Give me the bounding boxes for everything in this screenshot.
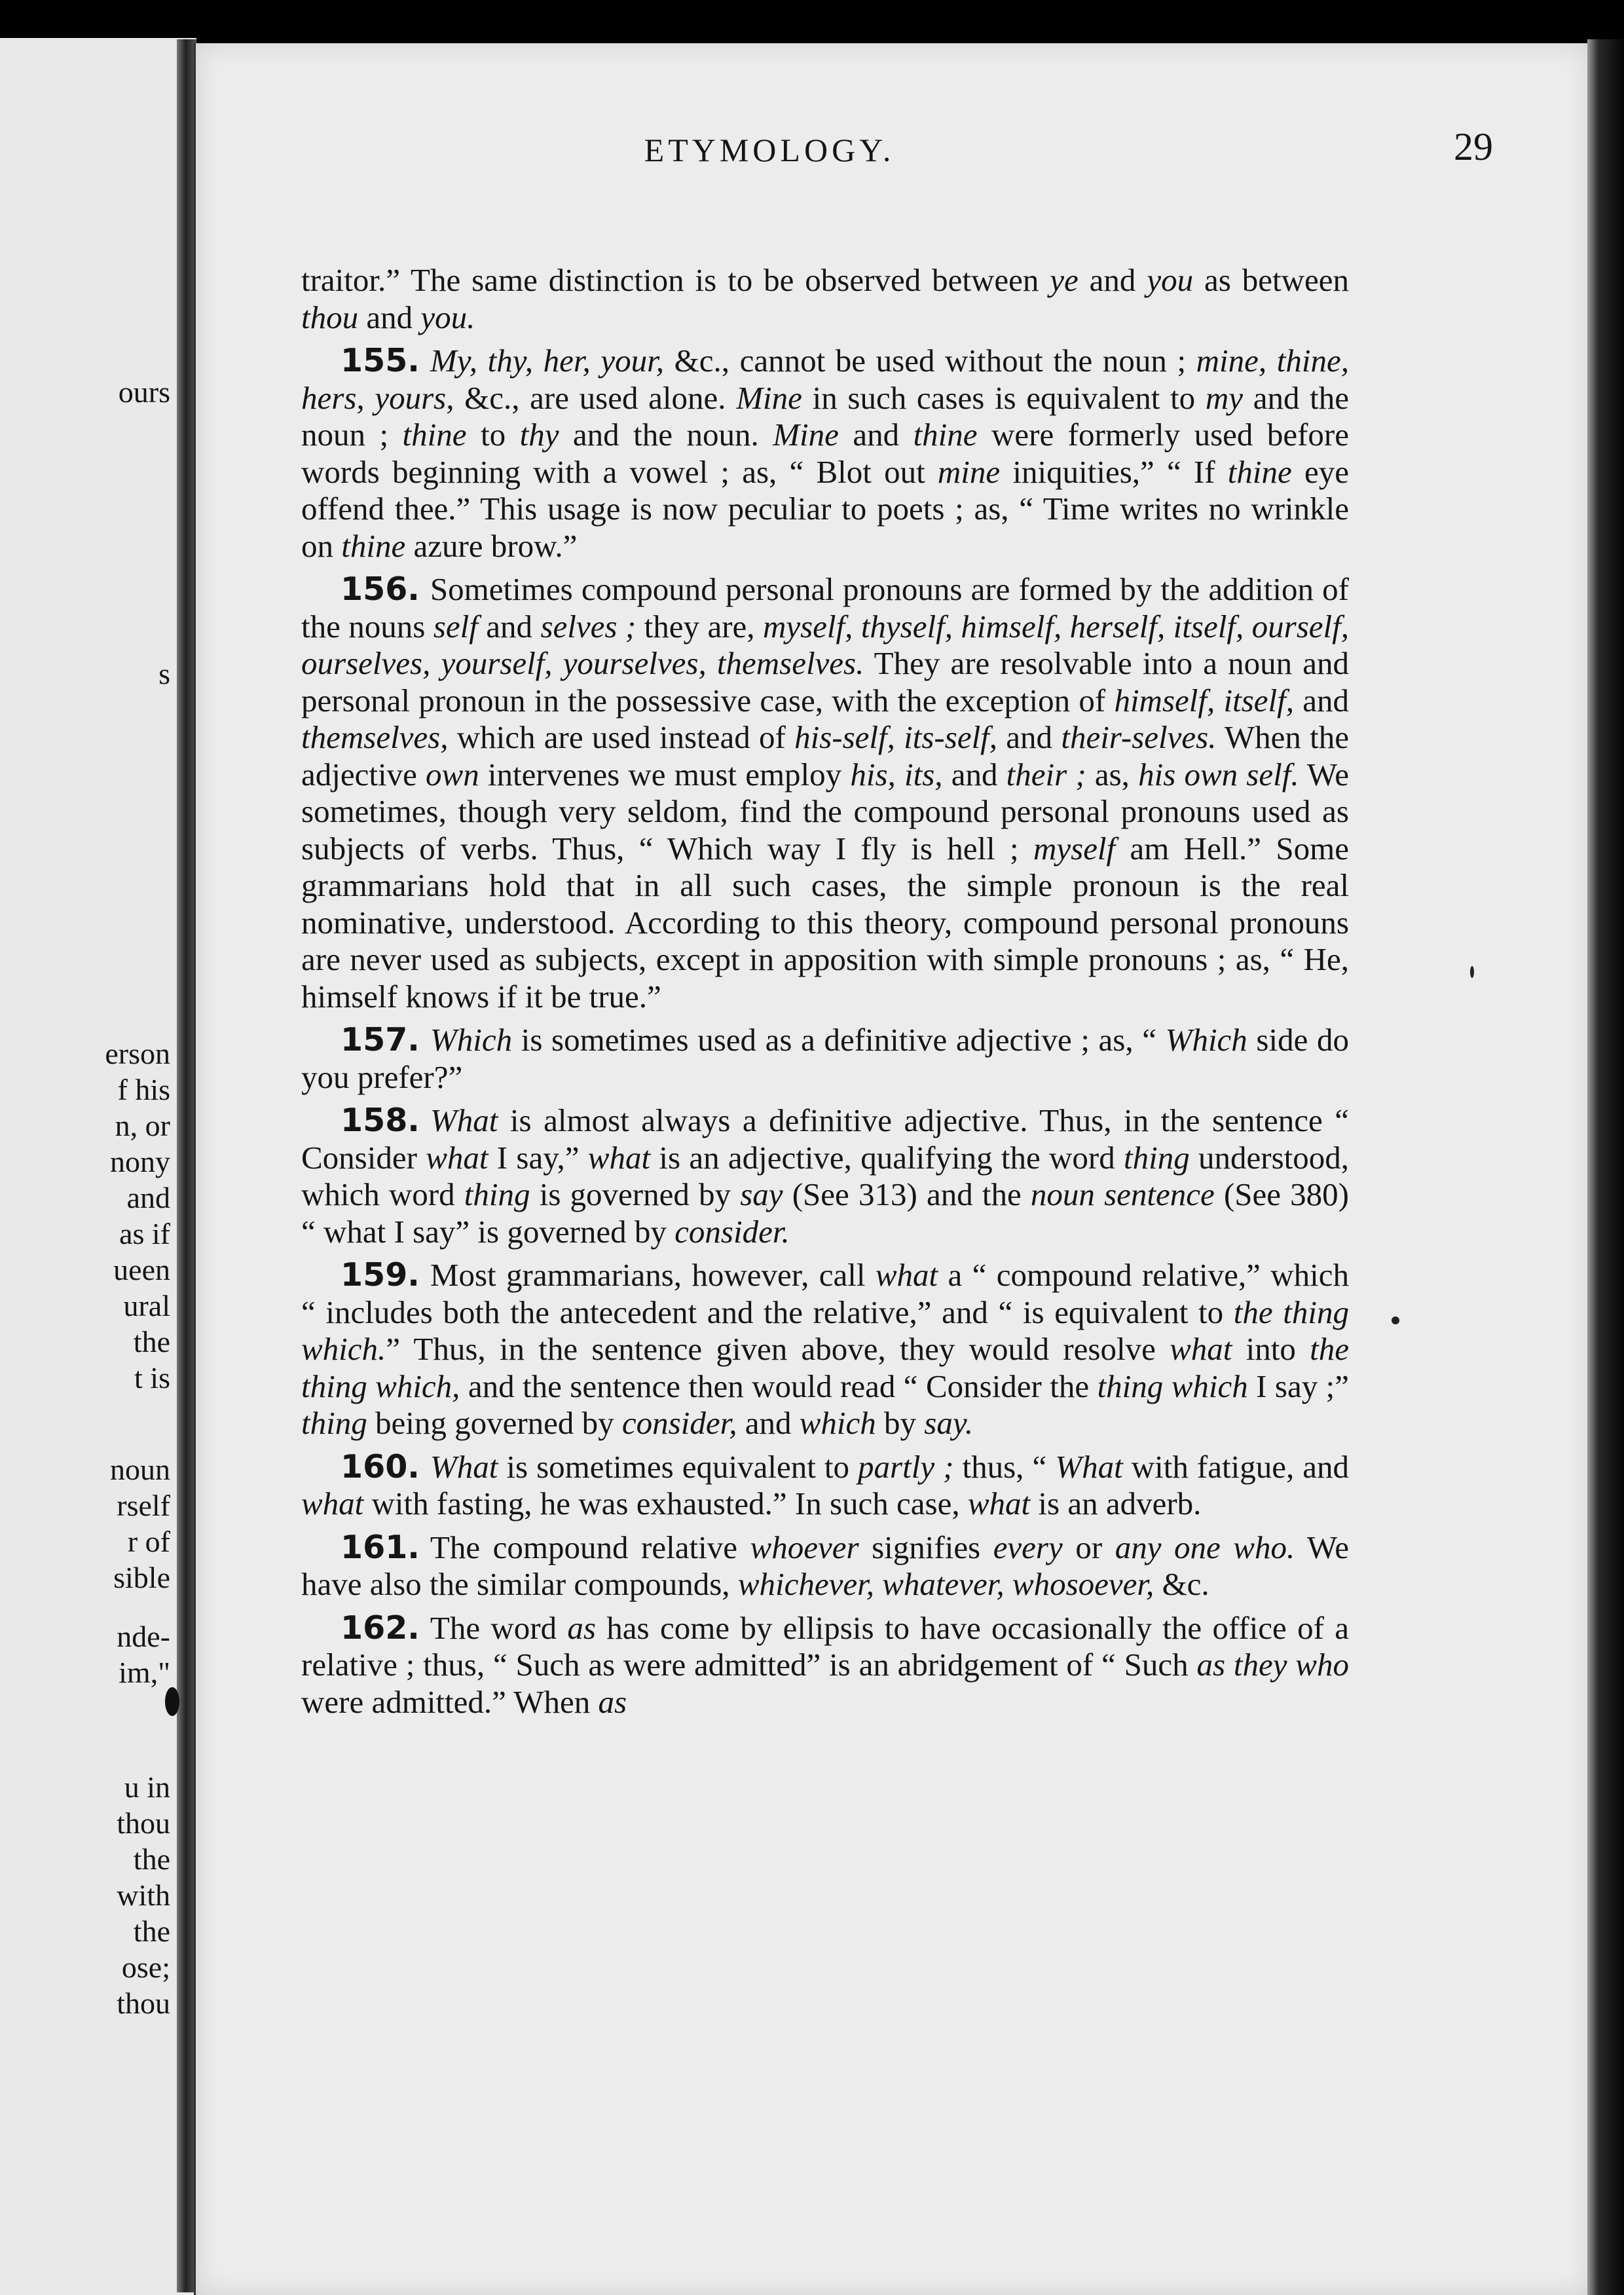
paragraph-text: My, thy, her, your, &c., cannot be used without the noun ; mine, thine, hers, yours, &c., are used alone. Mine in such cases is equivalent to my and the noun ; thine to thy and the noun. Mine and thine were formerly used before words beginning with a vowel ; as, “ Blot out mine iniquities,” “ If thine eye offend thee.” This usage is now peculiar to poets ; as, “ Time writes no wrinkle on thine azure brow.” xyxy=(301,343,1349,564)
facing-page-line: the xyxy=(133,1914,170,1948)
paragraph-p157 xyxy=(301,1022,1349,1096)
paragraph-p158 xyxy=(301,1102,1349,1250)
facing-page-line: rself xyxy=(117,1489,170,1522)
paragraph-p159 xyxy=(301,1257,1349,1442)
paragraph-text: Sometimes compound personal pronouns are formed by the addition of the nouns self and selves ; they are, myself, thyself, himself, herself, itself, ourself, ourselves, yourself, yourselves, themselves. They are resolvable into a noun and personal pronoun in the possessive case, with the exception of himself, itself, and themselves, which are used instead of his-self, its-self, and their-selves. When the adjective own intervenes we must employ his, its, and their ; as, his own self. We sometimes, though very seldom, find the compound personal pronouns used as subjects of verbs. Thus, “ Which way I fly is hell ; myself am Hell.” Some grammarians hold that in all such cases, the simple pronoun is the real nominative, understood. According to this theory, compound personal pronouns are never used as subjects, except in apposition with simple pronouns ; as, “ He, himself knows if it be true.” xyxy=(301,571,1349,1015)
facing-page-line: ose; xyxy=(121,1950,170,1984)
scan-top-border xyxy=(0,0,1624,46)
facing-page-line: ours xyxy=(118,375,170,409)
facing-page-line: the xyxy=(133,1325,170,1358)
facing-page-line: r of xyxy=(127,1525,170,1558)
paragraph-text: Most grammarians, however, call what a “ compound relative,” which “ includes both the antecedent and the relative,” and “ is equivalent to the thing which.” Thus, in the sentence given above, they would resolve what into the thing which, and the sentence then would read “ Consider the thing which I say ;” thing being governed by consider, and which by say. xyxy=(301,1257,1349,1441)
facing-page-line: f his xyxy=(117,1073,170,1106)
section-number: 162. xyxy=(341,1609,420,1647)
paragraph-text: traitor.” The same distinction is to be observed between ye and you as between thou and you. xyxy=(301,262,1349,335)
paragraph-p155 xyxy=(301,343,1349,565)
facing-page-line: thou xyxy=(117,1806,170,1840)
paragraph-text: What is sometimes equivalent to partly ; thus, “ What with fatigue, and what with fasting, he was exhausted.” In such case, what is an adverb. xyxy=(301,1448,1349,1521)
facing-page-line: ueen xyxy=(113,1253,170,1286)
section-number: 158. xyxy=(341,1102,420,1139)
facing-page-line: s xyxy=(158,657,170,690)
section-number: 161. xyxy=(341,1528,420,1566)
paragraph-p161 xyxy=(301,1529,1349,1603)
running-head: ETYMOLOGY. xyxy=(644,132,895,168)
facing-page-line: erson xyxy=(105,1037,170,1070)
section-number: 160. xyxy=(341,1447,420,1485)
ink-speck xyxy=(1392,1316,1399,1324)
paragraph-p154c xyxy=(301,262,1349,336)
scan-right-border xyxy=(1587,39,1624,2295)
binding-thread-mark xyxy=(165,1687,179,1716)
facing-page-line: thou xyxy=(117,1987,170,2020)
facing-page-line: and xyxy=(126,1181,170,1214)
facing-page-line: n, or xyxy=(115,1109,170,1142)
facing-page-line: t is xyxy=(134,1361,170,1394)
paragraph-p160 xyxy=(301,1449,1349,1523)
facing-page-line: as if xyxy=(119,1217,170,1250)
facing-page-line: the xyxy=(133,1842,170,1876)
section-number: 155. xyxy=(341,342,420,379)
paragraph-text: What is almost always a definitive adjective. Thus, in the sentence “ Consider what I say,” what is an adjective, qualifying the word thing understood, which word thing is governed by say (See 313) and the noun sentence (See 380) “ what I say” is governed by consider. xyxy=(301,1102,1350,1250)
paragraph-text: The word as has come by ellipsis to have occasionally the office of a relative ; thus, “ Such as were admitted” is an abridgement of “ Such as they who were admitted.” When as xyxy=(301,1609,1349,1720)
section-number: 157. xyxy=(341,1021,420,1058)
ink-speck xyxy=(1470,966,1474,978)
facing-page-fragment xyxy=(0,38,196,2295)
paragraph-text: Which is sometimes used as a definitive adjective ; as, “ Which side do you prefer?” xyxy=(301,1022,1349,1095)
paragraph-text: The compound relative whoever signifies every or any one who. We have also the similar compounds, whichever, whatever, whosoever, &c. xyxy=(301,1529,1349,1602)
facing-page-line: sible xyxy=(113,1561,170,1594)
paragraph-p156 xyxy=(301,571,1349,1015)
paragraph-p162 xyxy=(301,1610,1349,1721)
page-number: 29 xyxy=(1454,125,1493,168)
section-number: 159. xyxy=(341,1256,420,1294)
facing-page-line: with xyxy=(117,1878,170,1912)
facing-page-line: ural xyxy=(123,1289,170,1322)
facing-page-line: u in xyxy=(124,1770,170,1804)
body-text xyxy=(301,262,1349,1727)
section-number: 156. xyxy=(341,570,420,608)
facing-page-line: nde- xyxy=(117,1620,170,1653)
facing-page-line: nony xyxy=(110,1145,170,1178)
facing-page-line: noun xyxy=(110,1453,170,1486)
facing-page-line: im," xyxy=(119,1656,170,1689)
